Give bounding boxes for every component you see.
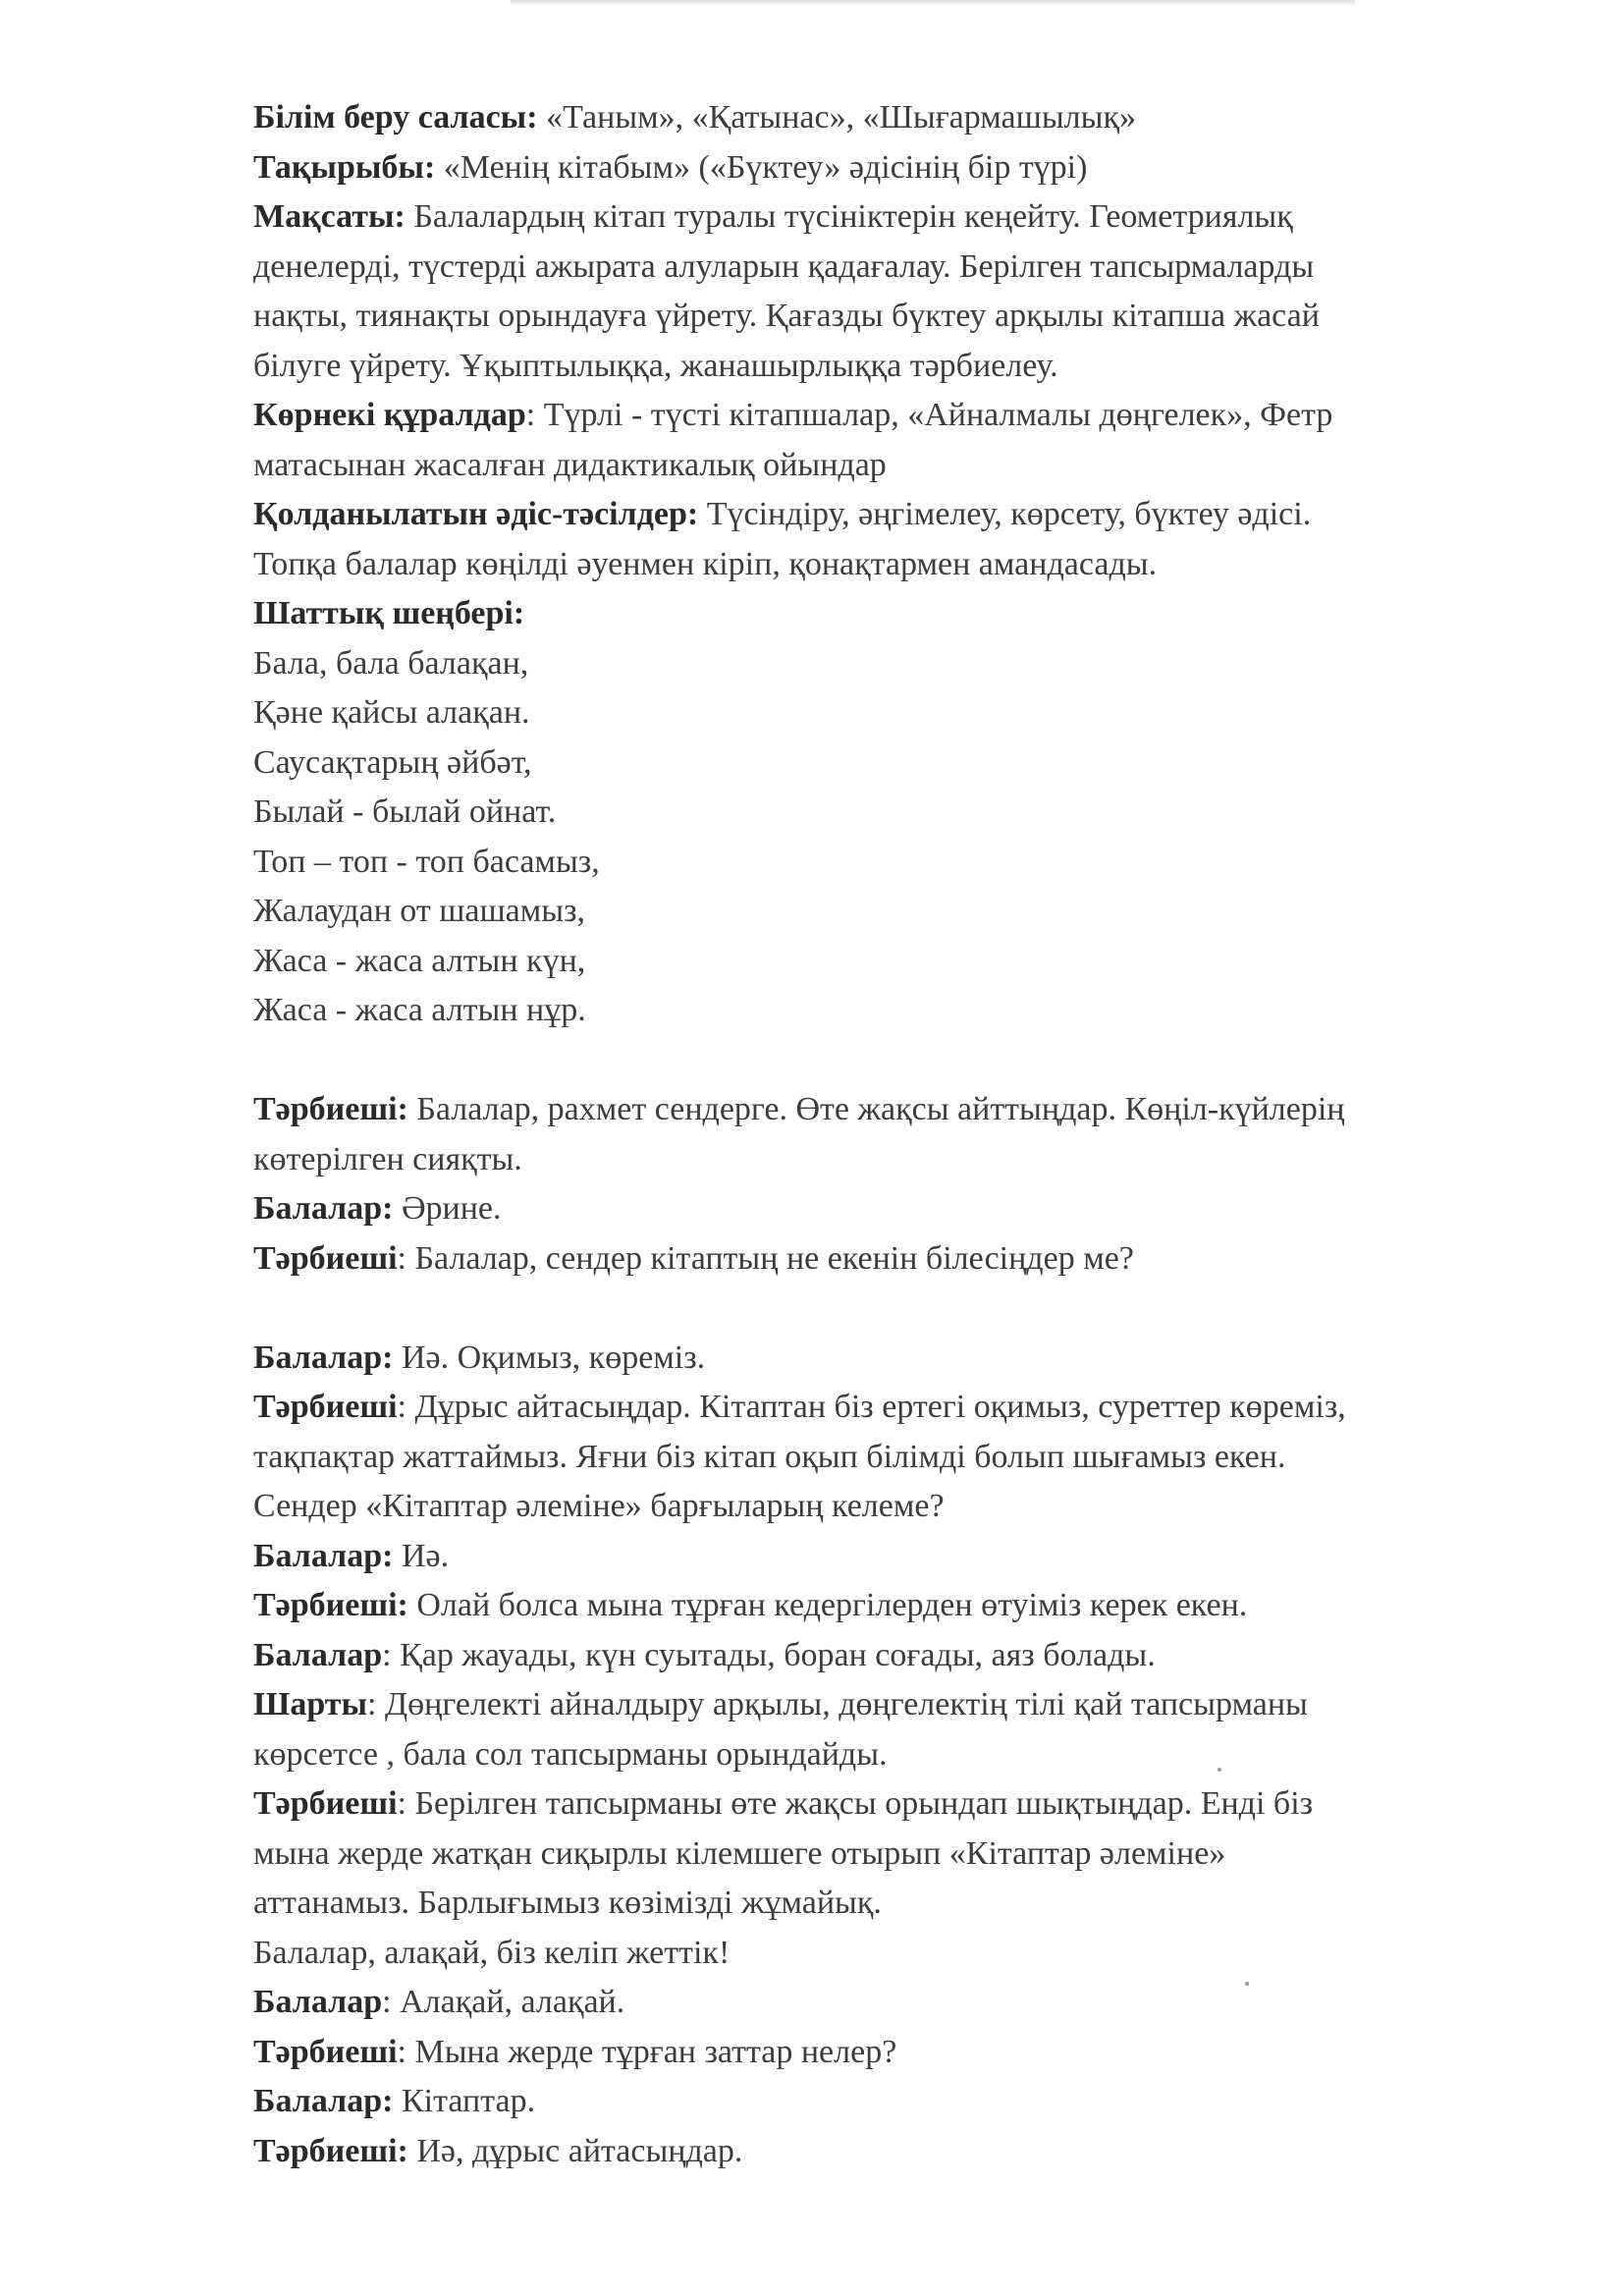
blank-line xyxy=(253,1284,1549,1334)
dialogue-text: : Қар жауады, күн суытады, боран соғады, аяз болады. xyxy=(382,1636,1156,1673)
dialogue-line xyxy=(253,1680,1549,1730)
dialogue-text: Кітаптар. xyxy=(393,2083,536,2119)
poem-line: Қәне қайсы алақан. xyxy=(253,694,530,731)
speaker-label: Балалар: xyxy=(253,2083,394,2119)
goal-text: нақты, тиянақты орындауға үйрету. Қағазды бүктеу арқылы кітапша жасай xyxy=(253,298,1320,334)
dialogue-line xyxy=(253,1184,1549,1234)
dialogue-line xyxy=(253,1779,1549,1830)
dialogue-text: : Мына жерде тұрған заттар нелер? xyxy=(397,2033,897,2070)
goal-line xyxy=(253,192,1549,243)
dialogue-text: : Алақай, алақай. xyxy=(382,1984,625,2020)
dialogue-text: Сендер «Кітаптар әлеміне» барғыларың келеме? xyxy=(253,1488,945,1524)
speaker-label: Тәрбиеші xyxy=(253,1239,398,1277)
speaker-label: Балалар xyxy=(253,1636,383,1673)
speaker-label: Тәрбиеші: xyxy=(253,1091,408,1127)
dialogue-text: көрсетсе , бала сол тапсырманы орындайды. xyxy=(253,1735,888,1773)
education-area-label: Білім беру саласы: xyxy=(253,99,538,136)
dialogue-text: тақпақтар жаттаймыз. Яғни біз кітап оқып білімді болып шығамыз екен. xyxy=(253,1438,1286,1475)
dialogue-text: Иә. Оқимыз, көреміз. xyxy=(393,1339,706,1376)
speaker-label: Тәрбиеші: xyxy=(253,1587,408,1623)
dialogue-text: : Балалар, сендер кітаптың не екенін білесіңдер ме? xyxy=(397,1239,1134,1277)
dialogue-text: аттанамыз. Барлығымыз көзімізді жұмайық. xyxy=(253,1885,882,1921)
speaker-label: Тәрбиеші xyxy=(253,2033,398,2070)
dialogue-text: Балалар, алақай, біз келіп жеттік! xyxy=(253,1934,731,1971)
dialogue-line xyxy=(253,1334,1549,1384)
dialogue-line xyxy=(253,1532,1549,1582)
visual-aids-line xyxy=(253,391,1549,441)
dialogue-text: Әрине. xyxy=(393,1190,502,1227)
dialogue-text: : Берілген тапсырманы өте жақсы орындап шықтыңдар. Енді біз xyxy=(397,1785,1314,1822)
dialogue-line xyxy=(253,2028,1549,2078)
speaker-label: Балалар: xyxy=(253,1339,394,1376)
scan-edge-shadow xyxy=(511,0,1355,6)
speaker-label: Тәрбиеші xyxy=(253,1785,398,1822)
dialogue-line xyxy=(253,2077,1549,2127)
methods-label: Қолданылатын әдіс-тәсілдер: xyxy=(253,496,699,532)
poem-line: Жаса - жаса алтын нұр. xyxy=(253,992,586,1028)
goal-text: денелерді, түстерді ажырата алуларын қадағалау. Берілген тапсырмаларды xyxy=(253,247,1315,285)
goal-text: білуге үйрету. Ұқыптылыққа, жанашырлыққа тәрбиелеу. xyxy=(253,347,1058,384)
goal-label: Мақсаты: xyxy=(253,198,406,235)
dialogue-text: Иә, дұрыс айтасыңдар. xyxy=(407,2132,743,2169)
topic-line xyxy=(253,143,1549,193)
dialogue-line xyxy=(253,1234,1549,1285)
speaker-label: Балалар: xyxy=(253,1190,394,1227)
visual-aids-text: : Түрлі - түсті кітапшалар, «Айналмалы дөңгелек», Фетр xyxy=(525,397,1333,433)
speaker-label: Тәрбиеші: xyxy=(253,2132,408,2169)
dialogue-line xyxy=(253,1631,1549,1681)
topic-value: «Менің кітабым» («Бүктеу» әдісінің бір түрі) xyxy=(435,148,1088,186)
blank-line xyxy=(253,1036,1549,1086)
education-area-line xyxy=(253,93,1549,143)
topic-label: Тақырыбы: xyxy=(253,148,436,186)
poem-line: Былай - былай ойнат. xyxy=(253,793,557,830)
dialogue-line xyxy=(253,2127,1549,2177)
visual-aids-label: Көрнекі құралдар xyxy=(253,397,526,433)
document-page xyxy=(253,93,1549,2176)
speaker-label: Шарты xyxy=(253,1686,368,1722)
dialogue-text: Балалар, рахмет сендерге. Өте жақсы айттыңдар. Көңіл-күйлерің xyxy=(407,1091,1345,1127)
education-area-value: «Таным», «Қатынас», «Шығармашылық» xyxy=(537,99,1136,136)
dialogue-text: көтерілген сияқты. xyxy=(253,1140,522,1177)
dialogue-line xyxy=(253,1581,1549,1631)
dialogue-text: : Дұрыс айтасыңдар. Кітаптан біз ертегі оқимыз, суреттер көреміз, xyxy=(397,1389,1346,1425)
poem-line: Саусақтарың әйбәт, xyxy=(253,743,532,781)
speaker-label: Балалар: xyxy=(253,1537,394,1574)
methods-line xyxy=(253,490,1549,540)
dialogue-text: : Дөңгелекті айналдыру арқылы, дөңгелектің тілі қай тапсырманы xyxy=(367,1686,1308,1722)
dialogue-text: Олай болса мына тұрған кедергілерден өтуіміз керек екен. xyxy=(407,1587,1248,1623)
speaker-label: Балалар xyxy=(253,1984,383,2020)
intro-text: Топқа балалар көңілді әуенмен кіріп, қонақтармен амандасады. xyxy=(253,545,1158,582)
methods-text: Түсіндіру, әңгімелеу, көрсету, бүктеу әдісі. xyxy=(698,496,1312,532)
poem-line: Топ – топ - топ басамыз, xyxy=(253,843,600,880)
poem-line: Жалаудан от шашамыз, xyxy=(253,893,586,929)
dialogue-line xyxy=(253,1085,1549,1135)
dialogue-text: мына жерде жатқан сиқырлы кілемшеге отырып «Кітаптар әлеміне» xyxy=(253,1834,1226,1872)
speaker-label: Тәрбиеші xyxy=(253,1389,398,1425)
visual-aids-text: матасынан жасалған дидактикалық ойындар xyxy=(253,446,887,483)
dialogue-text: Иә. xyxy=(393,1537,450,1574)
dialogue-line xyxy=(253,1978,1549,2028)
poem-line: Жаса - жаса алтын күн, xyxy=(253,942,586,979)
joy-circle-heading: Шаттық шеңбері: xyxy=(253,595,525,631)
dialogue-line xyxy=(253,1383,1549,1433)
goal-text: Балалардың кітап туралы түсініктерін кеңейту. Геометриялық xyxy=(405,198,1293,235)
poem-line: Бала, бала балақан, xyxy=(253,644,529,682)
